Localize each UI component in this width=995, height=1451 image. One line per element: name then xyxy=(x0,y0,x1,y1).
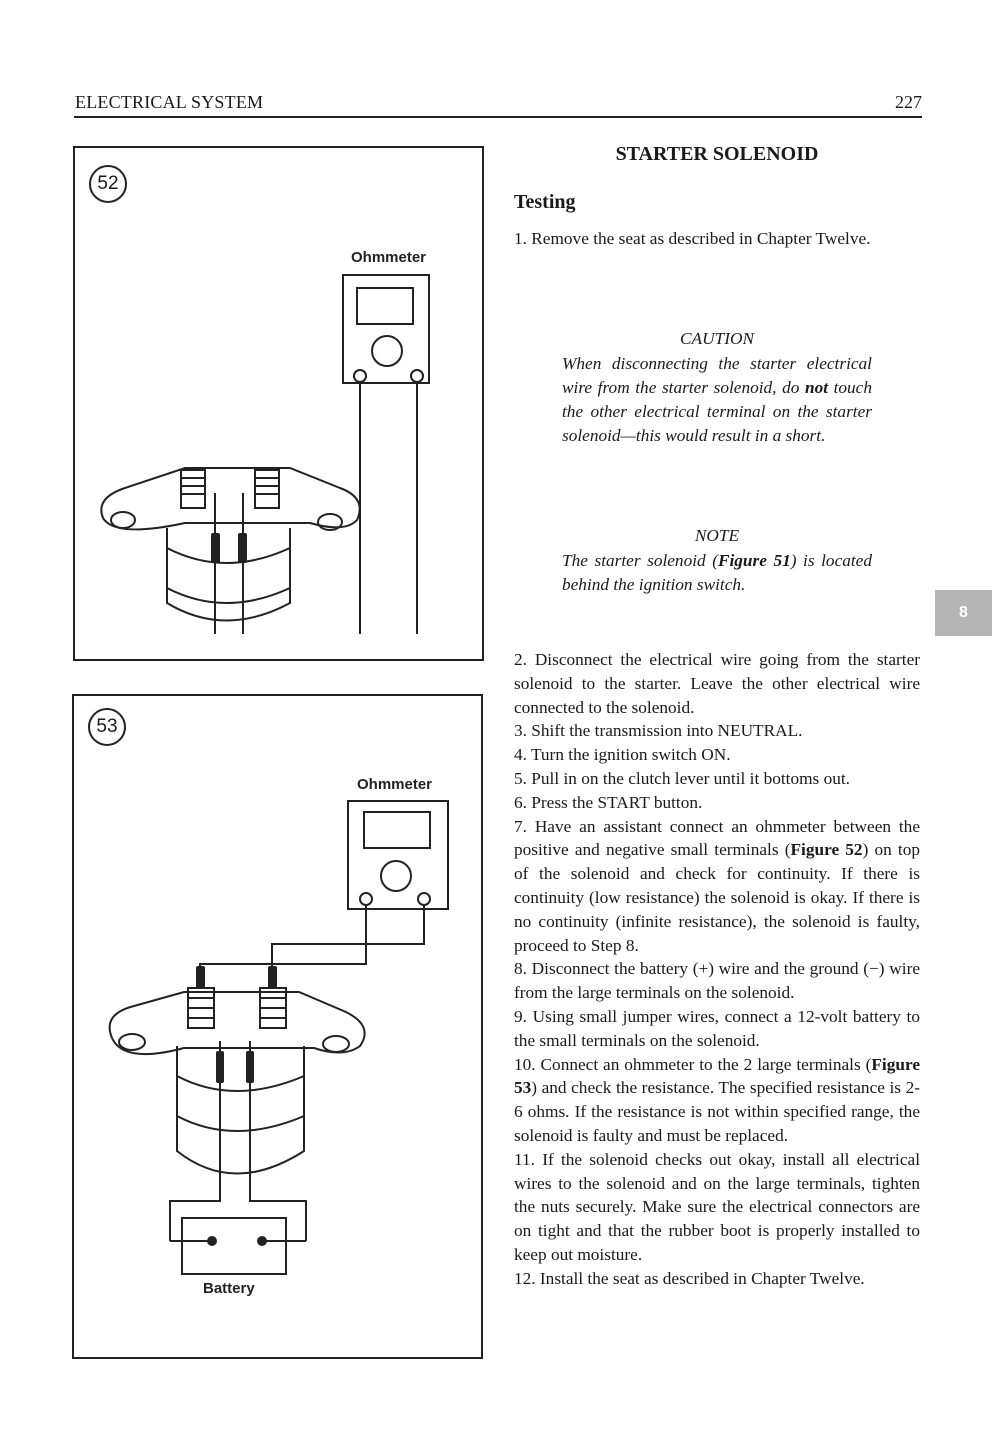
running-header-section: ELECTRICAL SYSTEM xyxy=(75,92,264,112)
ohmmeter-dial xyxy=(372,336,402,366)
step-1: 1. Remove the seat as described in Chapter Twelve. xyxy=(514,229,871,248)
step-7: 7. Have an assistant connect an ohmmeter between the positive and negative small terminals (Figure 52) on top of the solenoid and check for continuity. If there is continuity (low resistance) the solenoid is okay. If there is no continuity (infinite resistance), the solenoid is faulty, proceed to Step 8. xyxy=(514,816,920,955)
step-4: 4. Turn the ignition switch ON. xyxy=(514,745,731,765)
step-2: 2. Disconnect the electrical wire going from the starter solenoid to the starter. Leave the other electrical wire connected to the solenoid. xyxy=(514,650,920,717)
ohmmeter-label: Ohmmeter xyxy=(357,776,433,793)
step-11: 11. If the solenoid checks out okay, install all electrical wires to the solenoid and on the large terminals, tighten the nuts securely. Make sure the electrical connectors are on tight and that the rubber boot is properly installed to keep out moisture. xyxy=(514,1149,920,1264)
figure-53 xyxy=(72,694,483,1359)
note-box xyxy=(562,524,872,597)
step-12: 12. Install the seat as described in Chapter Twelve. xyxy=(514,1268,865,1288)
step-5: 5. Pull in on the clutch lever until it bottoms out. xyxy=(514,768,850,788)
step-6: 6. Press the START button. xyxy=(514,792,703,812)
battery-body xyxy=(182,1218,286,1274)
figure-52 xyxy=(73,146,484,661)
step-8: 8. Disconnect the battery (+) wire and the ground (−) wire from the large terminals on the solenoid. xyxy=(514,959,920,1003)
section-title: STARTER SOLENOID xyxy=(615,143,819,165)
caution-box xyxy=(562,327,872,448)
step-list xyxy=(514,648,920,1291)
solenoid-ohmmeter-diagram xyxy=(75,148,482,659)
caution-title: CAUTION xyxy=(680,329,754,348)
battery-label: Battery xyxy=(203,1280,255,1297)
chapter-thumb-tab: 8 xyxy=(935,590,992,636)
step-10: 10. Connect an ohmmeter to the 2 large terminals (Figure 53) and check the resistance. The specified resistance is 2-6 ohms. If the resistance is not within specified range, the solenoid is faulty and must be replaced. xyxy=(514,1054,920,1145)
ohmmeter-dial xyxy=(381,861,411,891)
step-9: 9. Using small jumper wires, connect a 12-volt battery to the small terminals on the solenoid. xyxy=(514,1006,920,1050)
header-rule xyxy=(74,116,922,118)
note-text: The starter solenoid (Figure 51) is located behind the ignition switch. xyxy=(562,551,872,594)
caution-text: When disconnecting the starter electrical wire from the starter solenoid, do not touch the other electrical terminal on the starter solenoid—this would result in a short. xyxy=(562,354,872,445)
ohmmeter-label: Ohmmeter xyxy=(351,249,427,266)
solenoid-battery-ohmmeter-diagram xyxy=(74,696,481,1357)
subheading: Testing xyxy=(514,191,576,213)
note-title: NOTE xyxy=(694,526,740,545)
ohmmeter-display xyxy=(357,288,413,324)
ohmmeter-display xyxy=(364,812,430,848)
figure-number-53: 53 xyxy=(88,708,126,746)
step-3: 3. Shift the transmission into NEUTRAL. xyxy=(514,721,803,741)
figure-number-52: 52 xyxy=(89,165,127,203)
page-number: 227 xyxy=(895,92,922,112)
